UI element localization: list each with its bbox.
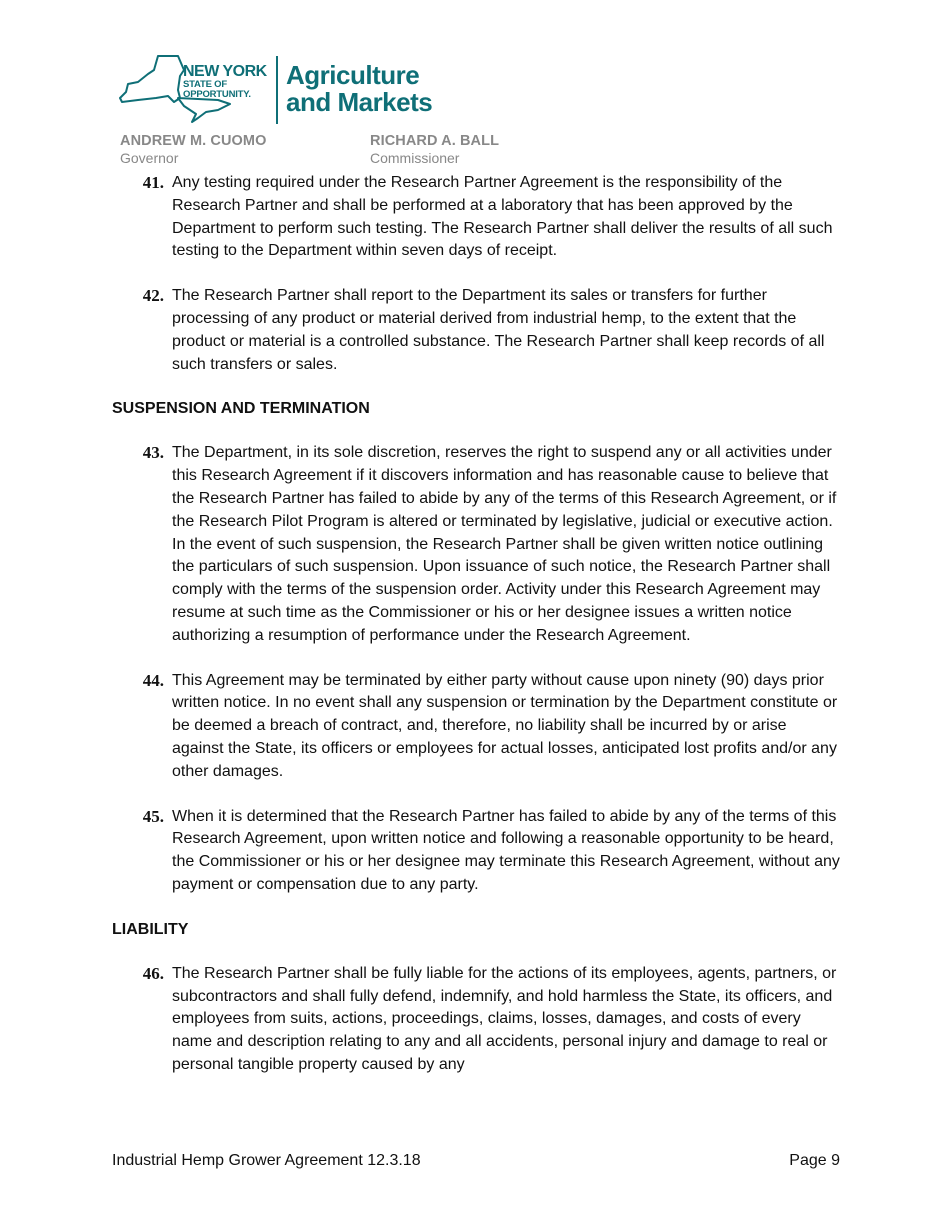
agency-line2: and Markets bbox=[286, 87, 433, 117]
agency-logo bbox=[118, 52, 448, 128]
footer-page-number: Page 9 bbox=[789, 1152, 840, 1169]
clause-text: The Department, in its sole discretion, reserves the right to suspend any or all activities under this Research Agreement if it discovers information and has reasonable cause to believe that the Research Partner has failed to abide by any of the terms of this Research Agreement, or if the Research Pilot Program is altered or terminated by legislative, judicial or executive action. In the event of such suspension, the Research Partner shall be given written notice outlining the particulars of such suspension. Upon issuance of such notice, the Research Partner shall comply with the terms of the suspension order. Activity under this Research Agreement may resume at such time as the Commissioner or his or her designee issues a written notice authorizing a resumption of performance under the Research Agreement. bbox=[172, 444, 837, 644]
document-body bbox=[112, 172, 840, 1099]
footer-document-title: Industrial Hemp Grower Agreement 12.3.18 bbox=[112, 1152, 421, 1169]
ny-line3: OPPORTUNITY. bbox=[183, 89, 251, 100]
governor-name: ANDREW M. CUOMO bbox=[120, 133, 267, 149]
commissioner-name: RICHARD A. BALL bbox=[370, 133, 500, 149]
clause-text: The Research Partner shall be fully liable for the actions of its employees, agents, partners, or subcontractors and shall fully defend, indemnify, and hold harmless the State, its officers, and employees from suits, actions, proceedings, claims, losses, damages, and costs of every name and description relating to any and all accidents, personal injury and damage to real or personal tangible property caused by any bbox=[172, 964, 837, 1073]
clause-number: 46. bbox=[142, 963, 164, 983]
clause-text: Any testing required under the Research Partner Agreement is the responsibility of the Research Partner and shall be performed at a laboratory that has been approved by the Department to perform such testing. The Research Partner shall deliver the results of all such testing to the Department within seven days of receipt. bbox=[172, 174, 833, 260]
clause-text: The Research Partner shall report to the Department its sales or transfers for further processing of any product or material derived from industrial hemp, to the extent that the product or material is a controlled substance. The Research Partner shall keep records of all such transfers or sales. bbox=[172, 287, 825, 373]
governor-block bbox=[120, 133, 267, 166]
section-heading-suspension: SUSPENSION AND TERMINATION bbox=[112, 400, 370, 418]
agency-line1: Agriculture bbox=[286, 60, 420, 90]
clause-number: 45. bbox=[142, 806, 164, 826]
clause-number: 41. bbox=[142, 173, 164, 192]
ny-wordmark bbox=[183, 64, 267, 100]
commissioner-block bbox=[370, 133, 499, 166]
clause-45 bbox=[112, 806, 840, 897]
clause-44 bbox=[112, 670, 840, 784]
clause-text: When it is determined that the Research Partner has failed to abide by any of the terms of this Research Agreement, upon written notice and following a reasonable opportunity to be heard, the Commissioner or his or her designee may terminate this Research Agreement, without any payment or compensation due to any party. bbox=[172, 807, 840, 893]
clause-text: This Agreement may be terminated by either party without cause upon ninety (90) days prior written notice. In no event shall any suspension or termination by the Department constitute or be deemed a breach of contract, and, therefore, no liability shall be incurred by or arise against the State, its officers or employees for actual losses, anticipated lost profits and/or any other damages. bbox=[172, 671, 838, 780]
clause-43 bbox=[112, 442, 840, 647]
logo-divider bbox=[276, 56, 278, 124]
agency-name bbox=[286, 62, 432, 116]
ny-line1: NEW YORK bbox=[183, 63, 267, 80]
clause-41 bbox=[112, 172, 840, 263]
governor-title: Governor bbox=[120, 150, 179, 166]
commissioner-title: Commissioner bbox=[370, 150, 460, 166]
section-heading-liability: LIABILITY bbox=[112, 920, 189, 938]
clause-42 bbox=[112, 285, 840, 376]
clause-number: 43. bbox=[142, 443, 164, 463]
ny-line2: STATE OF bbox=[183, 79, 227, 90]
clause-number: 42. bbox=[142, 286, 164, 306]
page-footer bbox=[112, 1152, 840, 1170]
clause-46 bbox=[112, 963, 840, 1077]
clause-number: 44. bbox=[142, 670, 164, 690]
